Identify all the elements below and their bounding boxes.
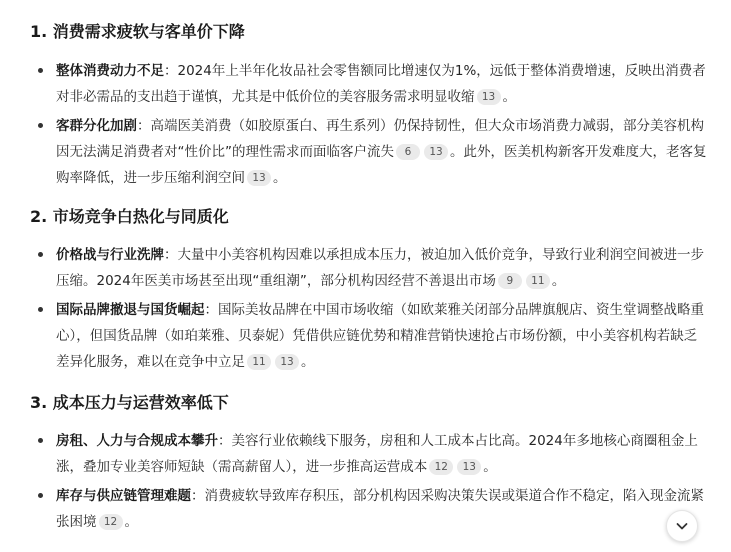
citation-badge[interactable]: 12 xyxy=(99,514,123,530)
item-label: 整体消费动力不足 xyxy=(56,63,164,79)
bullet-dot xyxy=(38,307,43,312)
citation-badge[interactable]: 9 xyxy=(498,273,522,289)
bullet-dot xyxy=(38,252,43,257)
item-text-segment: ：高端医美消费（如胶原蛋白、再生系列）仍保持韧性，但大众市场消费力减弱，部分美容机构因无法满足消费者对“性价比”的理性需求而面临客户流失 xyxy=(56,118,704,160)
citation-badge[interactable]: 13 xyxy=(457,459,481,475)
item-label: 价格战与行业洗牌 xyxy=(56,247,164,263)
item-text-segment: ：国际美妆品牌在中国市场收缩（如欧莱雅关闭部分品牌旗舰店、资生堂调整战略重心），但国货品牌（如珀莱雅、贝泰妮）凭借供应链优势和精准营销快速抢占市场份额，中小美容机构若缺乏差异化服务，难以在竞争中立足 xyxy=(56,302,704,370)
bullet-dot xyxy=(38,68,43,73)
list-item-text xyxy=(56,242,710,294)
item-text-segment: ：消费疲软导致库存积压，部分机构因采购决策失误或渠道合作不稳定，陷入现金流紧张困境 xyxy=(56,488,704,530)
item-text-segment: ：美容行业依赖线下服务，房租和人工成本占比高。2024年多地核心商圈租金上涨，叠加专业美容师短缺（需高薪留人），进一步推高运营成本 xyxy=(56,433,698,475)
citation-badge[interactable]: 11 xyxy=(526,273,550,289)
list-item xyxy=(30,428,710,480)
list-item-text xyxy=(56,113,710,191)
list-item xyxy=(30,242,710,294)
item-label: 库存与供应链管理难题 xyxy=(56,488,191,504)
item-text-segment: 。 xyxy=(483,459,497,475)
list-item-text xyxy=(56,428,710,480)
item-text-segment: 。 xyxy=(273,170,287,186)
citation-badge[interactable]: 13 xyxy=(275,354,299,370)
list-item xyxy=(30,58,710,110)
item-label: 客群分化加剧 xyxy=(56,118,137,134)
bullet-dot xyxy=(38,438,43,443)
list-item-text xyxy=(56,483,710,535)
citation-badge[interactable]: 13 xyxy=(424,144,448,160)
section-title-3: 3. 成本压力与运营效率低下 xyxy=(30,393,229,412)
item-text-segment: 。 xyxy=(301,354,315,370)
list-item-text xyxy=(56,58,710,110)
section-title-1: 1. 消费需求疲软与客单价下降 xyxy=(30,22,245,41)
scroll-down-button[interactable] xyxy=(666,510,698,542)
item-label: 国际品牌撤退与国货崛起 xyxy=(56,302,205,318)
list-item xyxy=(30,113,710,191)
chevron-down-icon xyxy=(674,518,690,534)
item-text-segment: ：2024年上半年化妆品社会零售额同比增速仅为1%，远低于整体消费增速，反映出消费者对非必需品的支出趋于谨慎，尤其是中低价位的美容服务需求明显收缩 xyxy=(56,63,706,105)
citation-badge[interactable]: 12 xyxy=(429,459,453,475)
item-text-segment: 。 xyxy=(124,514,138,530)
list-item xyxy=(30,483,710,535)
section-title-2: 2. 市场竞争白热化与同质化 xyxy=(30,207,229,226)
item-text-segment: 。此外，医美机构新客开发难度大，老客复购率降低，进一步压缩利润空间 xyxy=(56,144,707,186)
list-item-text xyxy=(56,297,710,375)
bullet-dot xyxy=(38,123,43,128)
citation-badge[interactable]: 6 xyxy=(396,144,420,160)
bullet-dot xyxy=(38,493,43,498)
citation-badge[interactable]: 11 xyxy=(247,354,271,370)
item-text-segment: ：大量中小美容机构因难以承担成本压力，被迫加入低价竞争，导致行业利润空间被进一步压缩。2024年医美市场甚至出现“重组潮”，部分机构因经营不善退出市场 xyxy=(56,247,704,289)
item-text-segment: 。 xyxy=(551,273,566,289)
item-label: 房租、人力与合规成本攀升 xyxy=(56,433,218,449)
list-item xyxy=(30,297,710,375)
citation-badge[interactable]: 13 xyxy=(477,89,501,105)
item-text-segment: 。 xyxy=(502,89,516,105)
citation-badge[interactable]: 13 xyxy=(247,170,271,186)
